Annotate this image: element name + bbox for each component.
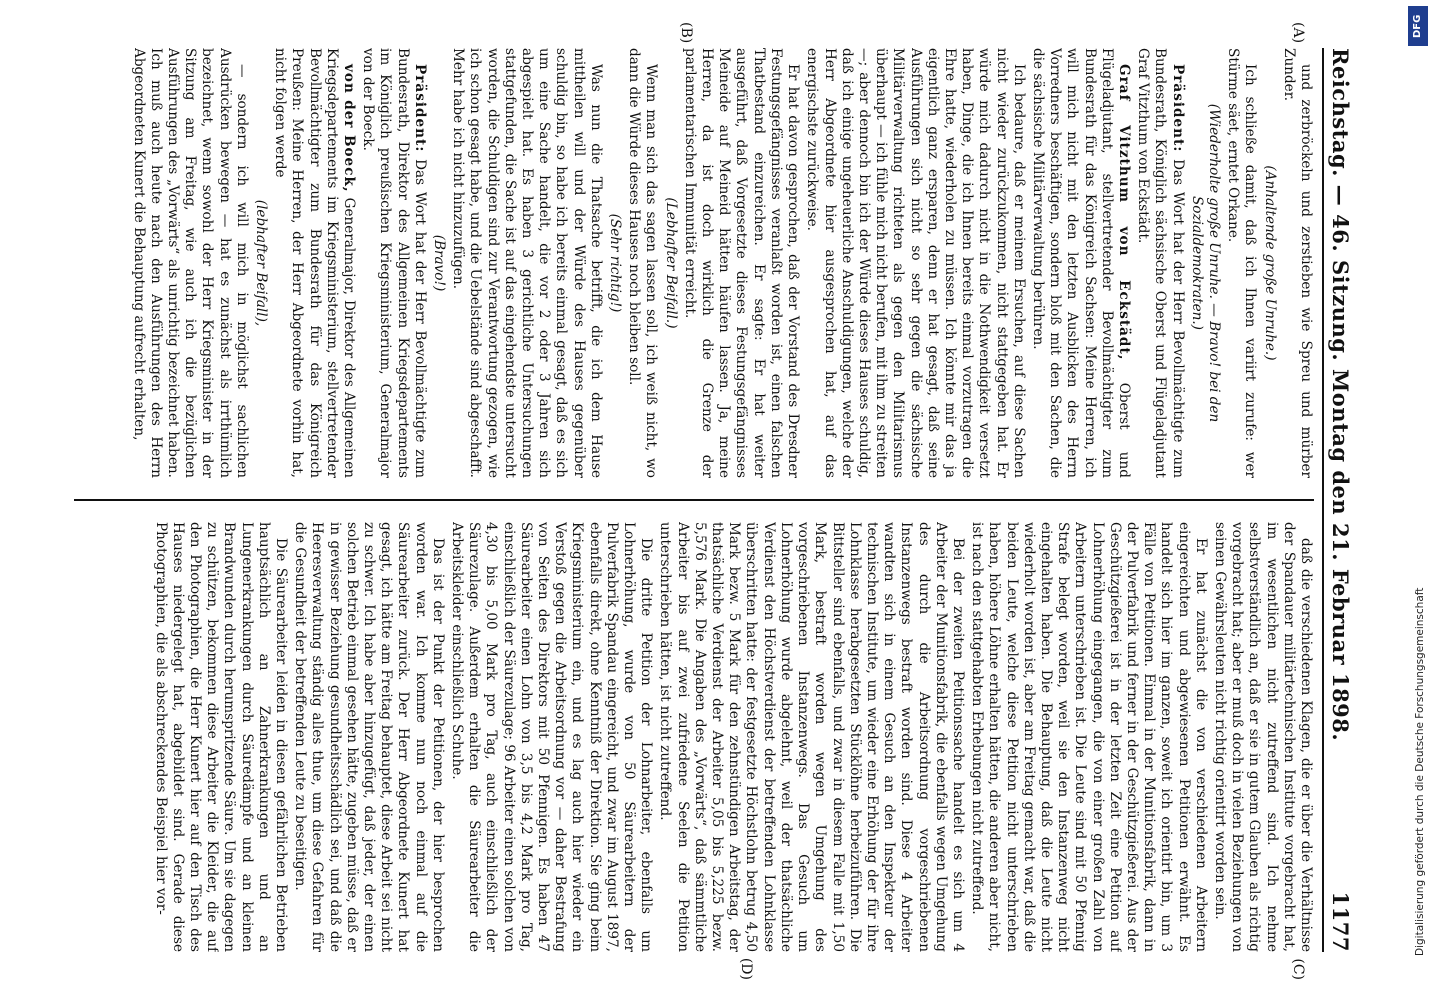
paragraph: Die Säurearbeiter leiden in diesen gefährlichen Betrieben hauptsächlich an Zahnerkrankungen und an Lungenerkrankungen durch Säuredämpfe und an kleinen Brandwunden durch herumspritzende Säure. Um sie dagegen zu schützen, bekommen diese Arbeiter die Kleider, die auf den Photographien, die Herr Kunert hier auf den Tisch des Hauses niedergelegt hat, abgebildet sind. Gerade diese Photographien, die als abschreckendes Beispiel hier vor- xyxy=(152,522,290,952)
paragraph: Er hat zunächst die von verschiedenen Arbeitern eingereichten und abgewiesenen Petitionen erwähnt. Es handelt sich hier im ganzen, soweit ich orientirt bin, um 3 Fälle von Petitionen. Einmal in der Munitionsfabrik, dann in der Pulverfabrik und ferner in der Geschützgießerei. Aus der Geschützgießerei ist in der letzten Zeit eine Petition auf Lohnerhöhung eingegangen, die von einer großen Zahl von Arbeitern unterschrieben ist. Die Leute sind mit 50 Pfennig Strafe belegt worden, weil sie den Instanzenweg nicht eingehalten haben. Die Behauptung, daß die Leute nicht wiederholt worden ist, aber am Freitag gemacht war, daß die beiden Leute, welche diese Petition nicht unterschrieben haben, höhere Löhne erhalten hätten, die anderen aber nicht, ist nach den stattgehabten Erhebungen nicht zutreffend. xyxy=(969,522,1209,952)
speech-text: Oberst und Flügeladjutant, stellvertretender Bevollmächtigter zum Bundesrath für das Königreich Sachsen: Meine Herren, ich will mich nicht mit den letzten Ausblicken des Herrn Vorredners beschäftigen, sondern bloß mit den Sachen, die die sächsische Militärverwaltung berühren. xyxy=(1029,48,1132,478)
speaker-name: Präsident: xyxy=(1169,64,1186,153)
margin-mark-c: (C) xyxy=(1290,958,1306,980)
page-header xyxy=(1322,48,1358,952)
speech-paragraph xyxy=(271,48,357,478)
interjection: (Bravo!) xyxy=(431,234,448,292)
page-number: 1177 xyxy=(1328,891,1353,952)
margin-mark-d: (D) xyxy=(738,957,754,980)
paragraph: und zerbröckeln und zerstieben wie Spreu und mürber Zunder. xyxy=(1280,48,1314,478)
header-title: Reichstag. — 46. Sitzung. Montag den 21. Februar 1898. xyxy=(1328,48,1353,742)
speech-paragraph xyxy=(1029,48,1132,478)
paragraph: Bei der zweiten Petitionssache handelt es sich um 4 Arbeiter der Munitionsfabrik, die ebenfalls wegen Umgehung des durch die Arbeitsordnung vorgeschriebenen Instanzenwegs bestraft worden sind. Diese 4 Arbeiter wandten sich in einem Gesuch an den Inspekteur der technischen Institute, um wieder eine Erhöhung der für ihre Lohnklasse herabgesetzten Stücklöhne herbeizuführen. Die Bittsteller sind ebenfalls, und zwar in diesem Falle mit 1,50 Mark, bestraft worden wegen Umgehung des vorgeschriebenen Instanzenwegs. Das Gesuch um Lohnerhöhung wurde abgelehnt, weil der thatsächliche Verdienst den Höchstverdienst der betreffenden Lohnklasse überschritten hatte: der festgesetzte Höchstlohn betrug 4,50 Mark bezw. 5 Mark für den zehnstündigen Arbeitstag, der thatsächliche Verdienst der Arbeiter 5,05 bis 5,225 bezw. 5,576 Mark. Die Angaben des „Vorwärts“, daß sämmtliche Arbeiter bis auf zwei zufriedene Seelen die Petition unterschrieben hätten, ist nicht zutreffend. xyxy=(657,522,966,952)
text-columns xyxy=(74,22,1314,980)
paragraph: daß die verschiedenen Klagen, die er über die Verhältnisse der Spandauer militärtechnischen Institute vorgebracht hat, im wesentlichen nicht zutreffend sind. Ich nehme selbstverständlich an, daß er sie in gutem Glauben als richtig vorgebracht hat; aber er muß doch in vielen Beziehungen von seinen Gewährsleuten nicht richtig orientirt worden sein. xyxy=(1211,522,1314,952)
column-divider xyxy=(74,499,1314,501)
speaker-name: Präsident: xyxy=(411,64,428,153)
speech-text: Das Wort hat der Herr Bevollmächtigte zum Bundesrath, Königlich sächsische Oberst und Flügeladjutant Graf Vitzthum von Eckstädt. xyxy=(1135,48,1186,478)
paragraph: — sondern ich will mich in möglichst sachlichen Ausdrücken bewegen — hat es zunächst als irrthümlich bezeichnet, wenn sowohl der Herr Kriegsminister in der Sitzung am Freitag, wie auch ich die bezüglichen Ausführungen des „Vorwärts“ als unrichtig bezeichnet haben. Ich muß auch heute nach den Ausführungen des Herrn Abgeordneten Kunert die Behauptung aufrecht erhalten, xyxy=(130,48,250,478)
speech-text: Das Wort hat der Herr Bevollmächtigte zum Bundesrath, Direktor des Allgemeinen Kriegsdepartements im Königlich preußischen Kriegsministerium, Generalmajor von der Boeck. xyxy=(360,48,428,478)
interjection: (Sehr richtig!) xyxy=(607,213,624,313)
speech-text: Generalmajor, Direktor des Allgemeinen Kriegsdepartements im Kriegsministerium, stellvertretender Bevollmächtigter zum Bundesrath für das Königreich Preußen: Meine Herren, der Herr Abgeordnete vorhin hat, nicht folgen werde xyxy=(272,48,358,478)
margin-mark-b: (B) xyxy=(678,22,694,44)
paragraph: Was nun die Thatsache betrifft, die ich dem Hause mittheilen will und der Würde des Hauses gegenüber schuldig bin, so habe ich bereits einmal gesagt, daß es sich um eine Sache handelt, die vor 2 oder 3 Jahren sich abgespielt hat. Es haben 3 gerichtliche Untersuchungen stattgefunden, die Sache ist auf das eingehendste untersucht worden, die Schuldigen sind zur Verantwortung gezogen, wie ich schon gesagt habe, und die Uebelstände sind abgeschafft. Mehr habe ich nicht hinzuzufügen. xyxy=(450,48,604,478)
digitization-credit: Digitalisierung gefördert durch die Deutsche Forschungsgemeinschaft xyxy=(1414,587,1426,956)
paragraph: Die dritte Petition der Lohnarbeiter, ebenfalls um Lohnerhöhung, wurde von 50 Säurearbeitern der Pulverfabrik Spandau eingereicht, und zwar im August 1897, ebenfalls direkt, ohne Kenntniß der Direktion. Sie ging beim Kriegsministerium ein, und es lag auch hier wieder ein Verstoß gegen die Arbeitsordnung vor — daher Bestrafung von Seiten des Direktors mit 50 Pfennigen. Es haben 47 Säurearbeiter einen Lohn von 3,5 bis 4,2 Mark pro Tag, einschließlich der Säurezulage; 96 Arbeiter einen solchen von 4,30 bis 5,00 Mark pro Tag, auch einschließlich der Säurezulage. Außerdem erhalten die Säurearbeiter die Arbeitskleider einschließlich Schuhe. xyxy=(449,522,655,952)
interjection: (Lebhafter Beifall.) xyxy=(662,197,679,329)
speech-paragraph xyxy=(1134,48,1186,478)
speaker-name: Graf Vitzthum von Eckstädt, xyxy=(1115,64,1132,361)
newspaper-page xyxy=(16,18,1380,982)
newspaper-page-wrapper xyxy=(16,18,1380,982)
speaker-name: von der Boeck, xyxy=(341,64,358,193)
paragraph: Wenn man sich das sagen lassen soll, ich weiß nicht, wo dann die Würde dieses Hauses noch bleiben soll. xyxy=(626,48,660,478)
left-column xyxy=(74,48,1314,478)
paragraph: Das ist der Punkt der Petitionen, der hier besprochen worden war. Ich komme nun noch einmal auf die Säurearbeiter zurück. Der Herr Abgeordnete Kunert hat gesagt, ich hätte am Freitag behauptet, diese Arbeit sei nicht zu schwer. Ich habe aber hinzugefügt, daß jeder, der einen solchen Betrieb einmal gesehen hätte, zugeben müsse, daß er in gewisser Beziehung gesundheitsschädlich sei, und daß die Heeresverwaltung ständig alles thue, um diese Gefahren für die Gesundheit der betreffenden Leute zu beseitigen. xyxy=(292,522,446,952)
margin-mark-a: (A) xyxy=(1290,22,1306,44)
speech-paragraph xyxy=(359,48,428,478)
paragraph: Ich bedaure, daß er meinem Ersuchen, auf diese Sachen nicht wieder zurückzukommen, nicht stattgegeben hat. Er würde mich dadurch nicht in die Nothwendigkeit versetzt haben, Dinge, die ich Ihnen bereits einmal vorzutragen die Ehre hatte, wiederholen zu müssen. Ich könnte mir das ja eigentlich ganz ersparen, denn er hat gesagt, daß seine Ausführungen sich nicht so sehr gegen die sächsische Militärverwaltung richteten als gegen den Militarismus überhaupt — ich fühle mich nicht berufen, mit ihm zu streiten —; aber dennoch bin ich der Würde dieses Hauses schuldig, daß ich einige ungeheuerliche Anschuldigungen, welche der Herr Abgeordnete hier ausgesprochen hat, auf das energischste zurückweise. xyxy=(804,48,1027,478)
interjection: (Wiederholte große Unruhe. — Bravo! bei den Sozialdemokraten.) xyxy=(1188,103,1222,423)
dfg-logo: DFG xyxy=(1408,6,1428,46)
paragraph: Ich schließe damit, daß ich Ihnen variirt zurufe: wer Stürme säet, erntet Orkane. xyxy=(1225,48,1259,478)
paragraph: Er hat davon gesprochen, daß der Vorstand des Dresdner Festungsgefängnisses veranlaßt worden ist, einen falschen Thatbestand einzureichen. Er sagte: Er hat weiter ausgeführt, daß Vorgesetzte dieses Festungsgefängnisses Meineide auf Meineid hätten häufen lassen. Ja, meine Herren, da ist doch wirklich die Grenze der parlamentarischen Immunität erreicht. xyxy=(681,48,802,478)
right-column xyxy=(74,522,1314,952)
interjection: (lebhafter Beifall), xyxy=(253,199,270,327)
interjection: (Anhaltende große Unruhe.) xyxy=(1261,165,1278,361)
digitization-banner xyxy=(1408,6,1428,994)
